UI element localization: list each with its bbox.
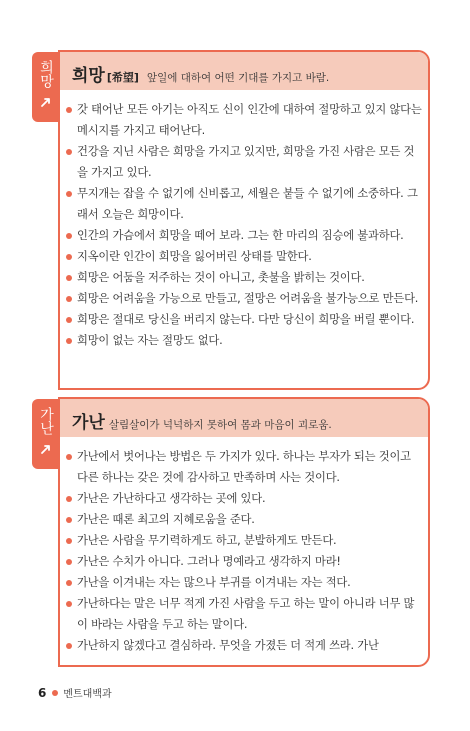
quote-item: 갓 태어난 모든 아기는 아직도 신이 인간에 대하여 절망하고 있지 않다는 메시지를 가지고 태어난다. (66, 99, 422, 141)
quote-item: 가난은 때론 최고의 지혜로움을 준다. (66, 509, 422, 530)
quote-item: 지옥이란 인간이 희망을 잃어버린 상태를 말한다. (66, 246, 422, 267)
term-definition: 앞일에 대하여 어떤 기대를 가지고 바람. (146, 72, 330, 84)
term-heading: 희망 (72, 66, 105, 86)
quote-item: 가난은 가난하다고 생각하는 곳에 있다. (66, 488, 422, 509)
quote-item: 건강을 지닌 사람은 희망을 가지고 있지만, 희망을 가진 사람은 모든 것을 가지고 있다. (66, 141, 422, 183)
quote-item: 희망은 어둠을 저주하는 것이 아니고, 촛불을 밝히는 것이다. (66, 267, 422, 288)
quote-list (60, 90, 428, 351)
quote-item: 가난하지 않겠다고 결심하라. 무엇을 가졌든 더 적게 쓰라. 가난 (66, 635, 422, 656)
quote-item: 희망은 어려움을 가능으로 만들고, 절망은 어려움을 불가능으로 만든다. (66, 288, 422, 309)
bullet-dot-icon (52, 690, 58, 696)
quote-item: 가난은 사람을 무기력하게도 하고, 분발하게도 만든다. (66, 530, 422, 551)
section-hope (58, 50, 430, 390)
section-poverty (58, 397, 430, 667)
term-heading: 가난 (72, 413, 105, 433)
section-tab-hope (32, 52, 60, 122)
section-tab-poverty (32, 399, 60, 469)
page-footer (38, 685, 112, 700)
section-header (60, 399, 428, 437)
section-header (60, 52, 428, 90)
arrow-icon (40, 443, 52, 455)
quote-item: 희망은 절대로 당신을 버리지 않는다. 다만 당신이 희망을 버릴 뿐이다. (66, 309, 422, 330)
quote-item: 가난하다는 말은 너무 적게 가진 사람을 두고 하는 말이 아니라 너무 많이 바라는 사람을 두고 하는 말이다. (66, 593, 422, 635)
page-number: 6 (38, 685, 47, 700)
quote-list (60, 437, 428, 656)
term-hanja: [希望] (106, 71, 139, 84)
quote-item: 희망이 없는 자는 절망도 없다. (66, 330, 422, 351)
quote-item: 무지개는 잡을 수 없기에 신비롭고, 세월은 붙들 수 없기에 소중하다. 그래서 오늘은 희망이다. (66, 183, 422, 225)
quote-item: 가난은 수치가 아니다. 그러나 명예라고 생각하지 마라! (66, 551, 422, 572)
section-tab-label: 가난 (38, 407, 54, 435)
section-tab-label: 희망 (38, 60, 54, 88)
book-title: 멘트대백과 (63, 689, 112, 700)
term-definition: 살림살이가 넉넉하지 못하여 몸과 마음이 괴로움. (108, 419, 332, 431)
arrow-icon (40, 96, 52, 108)
quote-item: 가난을 이겨내는 자는 많으나 부귀를 이겨내는 자는 적다. (66, 572, 422, 593)
quote-item: 가난에서 벗어나는 방법은 두 가지가 있다. 하나는 부자가 되는 것이고 다른 하나는 갖은 것에 감사하고 만족하며 사는 것이다. (66, 446, 422, 488)
quote-item: 인간의 가슴에서 희망을 떼어 보라. 그는 한 마리의 짐승에 불과하다. (66, 225, 422, 246)
